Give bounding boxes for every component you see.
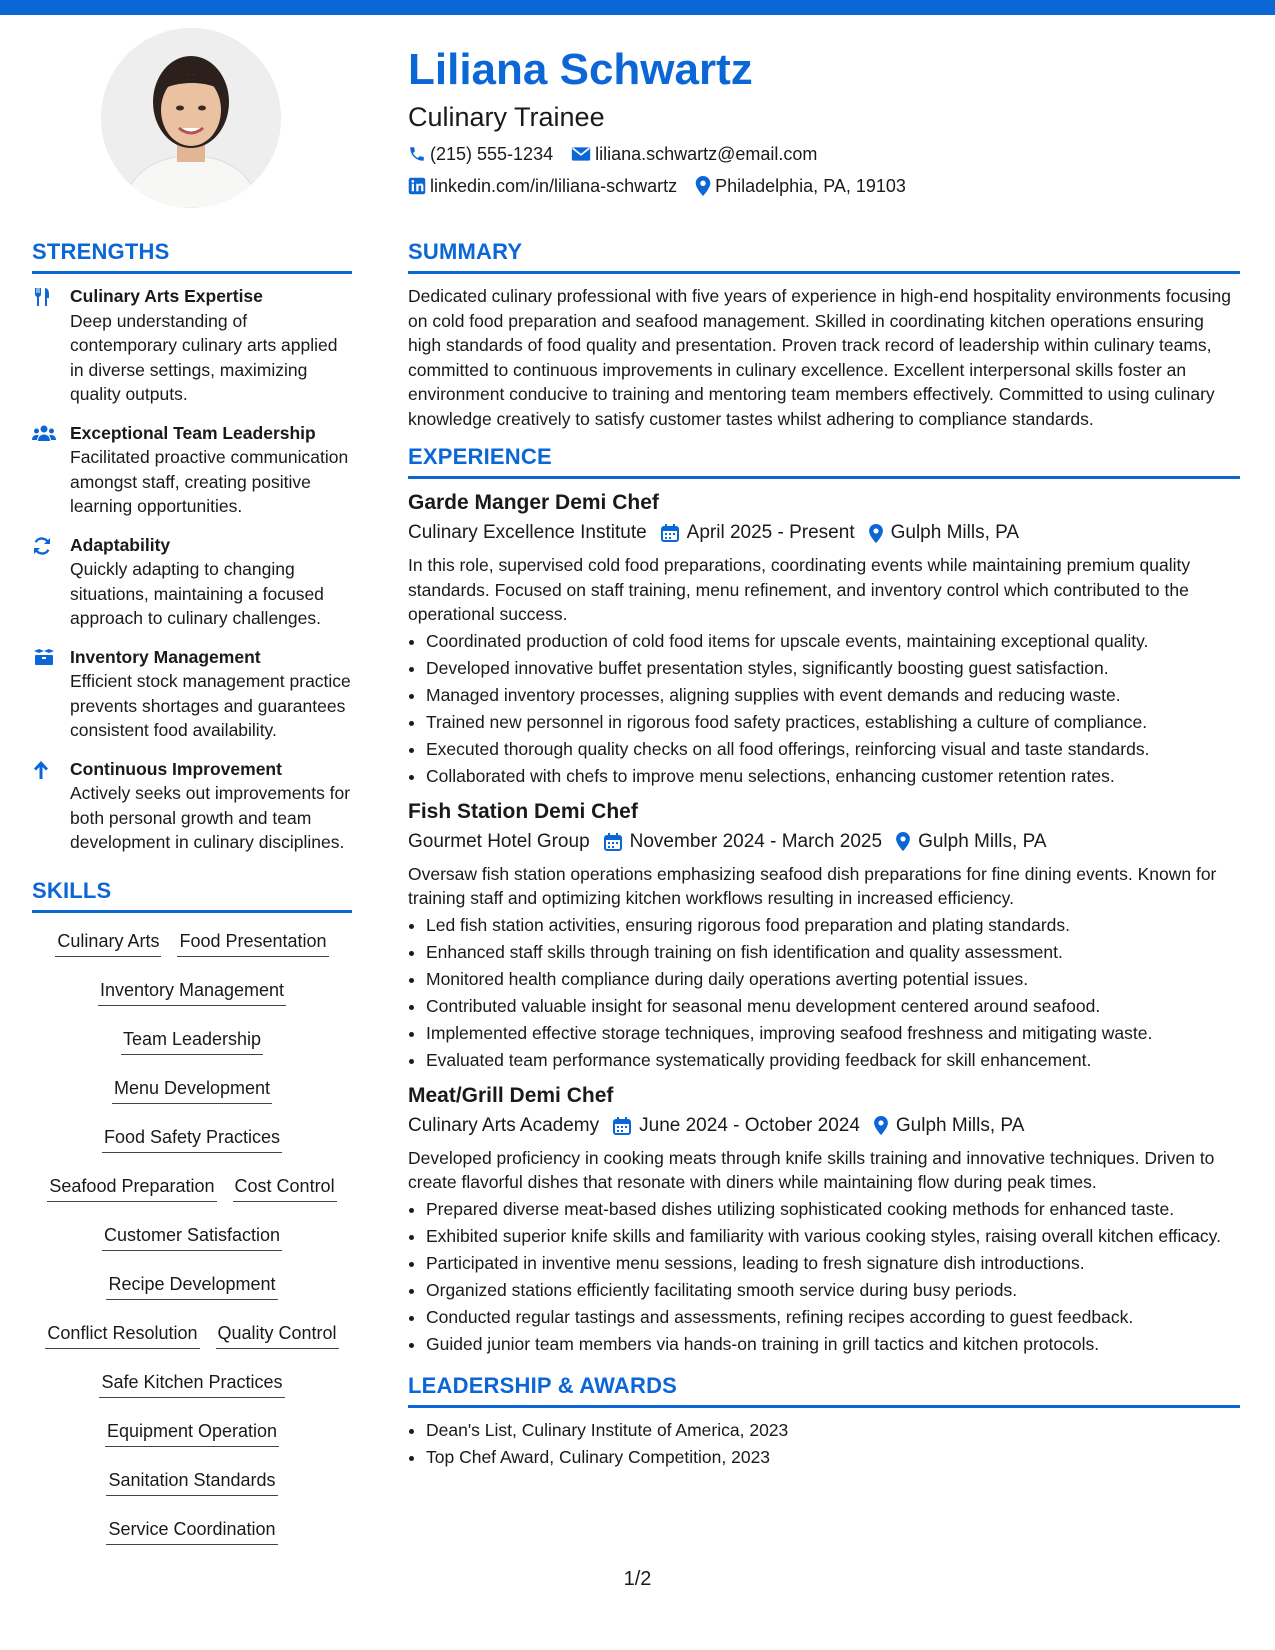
skill-tag: Seafood Preparation bbox=[47, 1174, 216, 1202]
awards-list bbox=[408, 1418, 1240, 1469]
candidate-role: Culinary Trainee bbox=[408, 102, 605, 132]
location-text: Philadelphia, PA, 19103 bbox=[715, 176, 906, 196]
skill-tag: Safe Kitchen Practices bbox=[99, 1370, 284, 1398]
award-item: • Dean's List, Culinary Institute of America, 2023 bbox=[426, 1418, 1240, 1442]
job-bullet: • Exhibited superior knife skills and familiarity with various cooking styles, raising overall kitchen efficacy. bbox=[426, 1224, 1240, 1248]
job-bullet: • Prepared diverse meat-based dishes utilizing sophisticated cooking methods for enhanced taste. bbox=[426, 1197, 1240, 1221]
strengths-heading: STRENGTHS bbox=[32, 238, 352, 274]
skill-tag: Culinary Arts bbox=[55, 929, 161, 957]
right-column bbox=[408, 238, 1240, 1472]
job-entry bbox=[408, 798, 1240, 1072]
job-description: Developed proficiency in cooking meats through knife skills training and innovative techniques. Driven to create flavorful dishes that resonate with diners while maintaining flow during peak times. bbox=[408, 1147, 1215, 1192]
strength-item bbox=[32, 645, 352, 743]
strength-item bbox=[32, 757, 352, 855]
contact-row-2 bbox=[408, 174, 1238, 198]
team-icon bbox=[32, 424, 56, 442]
email-contact[interactable] bbox=[571, 142, 817, 166]
phone-contact[interactable] bbox=[408, 142, 553, 166]
job-bullet: • Enhanced staff skills through training on fish identification and quality assessment. bbox=[426, 940, 1240, 964]
profile-photo bbox=[101, 28, 281, 208]
linkedin-contact[interactable] bbox=[408, 174, 677, 198]
strength-desc: Facilitated proactive communication amongst staff, creating positive learning opportunities. bbox=[70, 447, 349, 516]
strength-desc: Efficient stock management practice prevents shortages and guarantees consistent food availability. bbox=[70, 671, 351, 740]
job-company: Gourmet Hotel Group bbox=[408, 830, 590, 852]
job-bullet: • Developed innovative buffet presentation styles, significantly boosting guest satisfaction. bbox=[426, 656, 1240, 680]
strength-title: Exceptional Team Leadership bbox=[70, 422, 316, 443]
job-bullet: • Conducted regular tastings and assessments, refining recipes according to guest feedback. bbox=[426, 1305, 1240, 1329]
email-icon bbox=[571, 146, 591, 162]
job-bullet: • Contributed valuable insight for seasonal menu development centered around seafood. bbox=[426, 994, 1240, 1018]
job-bullet: • Participated in inventive menu sessions, leading to fresh signature dish introductions. bbox=[426, 1251, 1240, 1275]
summary-text: Dedicated culinary professional with five years of experience in high-end hospitality environments focusing on cold food preparation and seafood management. Skilled in coordinating kitchen operations ensuring high standards of food quality and presentation. Proven track record of leadership within culinary teams, committed to continuous improvements in culinary excellence. Excellent interpersonal skills foster an environment conducive to training and mentoring team members effectively. Committed to using culinary knowledge creatively to satisfy customer tastes whilst adhering to compliance standards. bbox=[408, 286, 1231, 429]
skill-tag: Customer Satisfaction bbox=[102, 1223, 282, 1251]
boxes-icon bbox=[32, 648, 56, 666]
experience-heading: EXPERIENCE bbox=[408, 443, 1240, 479]
location-pin-icon bbox=[896, 832, 910, 851]
job-bullet: • Executed thorough quality checks on all food offerings, reinforcing visual and taste standards. bbox=[426, 737, 1240, 761]
strength-title: Culinary Arts Expertise bbox=[70, 286, 263, 306]
job-bullets bbox=[408, 1197, 1240, 1356]
skill-tag: Equipment Operation bbox=[105, 1419, 279, 1447]
summary-heading: SUMMARY bbox=[408, 238, 1240, 274]
strength-item bbox=[32, 421, 352, 519]
portrait-illustration bbox=[101, 28, 281, 208]
arrow-up-icon bbox=[32, 760, 50, 780]
skill-tag: Menu Development bbox=[112, 1076, 272, 1104]
top-accent-bar bbox=[0, 0, 1275, 15]
job-title: Garde Manger Demi Chef bbox=[408, 491, 659, 514]
skill-tag: Cost Control bbox=[233, 1174, 337, 1202]
page-number: 1/2 bbox=[623, 1568, 652, 1590]
job-meta bbox=[408, 519, 1240, 547]
left-column bbox=[32, 238, 352, 1560]
email-text: liliana.schwartz@email.com bbox=[595, 144, 818, 164]
calendar-icon bbox=[613, 1117, 631, 1135]
utensils-icon bbox=[32, 287, 52, 307]
skill-tag: Conflict Resolution bbox=[45, 1321, 199, 1349]
skill-tag: Team Leadership bbox=[121, 1027, 263, 1055]
job-description: Oversaw fish station operations emphasizing seafood dish preparations for fine dining events. Known for training staff and optimizing kitchen workflows resulting in increased efficiency. bbox=[408, 863, 1217, 908]
calendar-icon bbox=[604, 833, 622, 851]
resume-header bbox=[408, 42, 1238, 198]
job-bullet: • Implemented effective storage techniques, improving seafood freshness and mitigating waste. bbox=[426, 1021, 1240, 1045]
strength-item bbox=[32, 284, 352, 407]
refresh-icon bbox=[32, 536, 52, 556]
job-meta bbox=[408, 828, 1240, 856]
calendar-icon bbox=[661, 524, 679, 542]
job-bullet: • Evaluated team performance systematically providing feedback for skill enhancement. bbox=[426, 1048, 1240, 1072]
strength-desc: Deep understanding of contemporary culinary arts applied in diverse settings, maximizing quality outputs. bbox=[70, 310, 338, 404]
job-dates: April 2025 - Present bbox=[686, 522, 855, 543]
job-bullet: • Led fish station activities, ensuring rigorous food preparation and plating standards. bbox=[426, 913, 1240, 937]
skill-tag: Service Coordination bbox=[106, 1517, 277, 1545]
job-bullets bbox=[408, 629, 1240, 788]
skill-tag: Food Presentation bbox=[177, 929, 328, 957]
strength-title: Continuous Improvement bbox=[70, 758, 282, 779]
job-title: Fish Station Demi Chef bbox=[408, 799, 638, 823]
linkedin-icon bbox=[408, 177, 426, 195]
job-dates: November 2024 - March 2025 bbox=[629, 830, 883, 852]
awards-heading: LEADERSHIP & AWARDS bbox=[408, 1372, 1240, 1408]
job-location: Gulph Mills, PA bbox=[918, 830, 1047, 852]
location-pin-icon bbox=[869, 524, 883, 543]
job-bullet: • Collaborated with chefs to improve menu selections, enhancing customer retention rates. bbox=[426, 764, 1240, 788]
job-entry bbox=[408, 1082, 1240, 1356]
job-meta bbox=[408, 1112, 1240, 1140]
strength-item bbox=[32, 533, 352, 631]
phone-icon bbox=[408, 145, 426, 163]
job-description: In this role, supervised cold food preparations, coordinating events while maintaining premium quality standards. Focused on staff training, menu refinement, and inventory control which contributed to the operational success. bbox=[408, 555, 1191, 624]
linkedin-text: linkedin.com/in/liliana-schwartz bbox=[430, 176, 678, 196]
job-bullet: • Trained new personnel in rigorous food safety practices, establishing a culture of compliance. bbox=[426, 710, 1240, 734]
candidate-name: Liliana Schwartz bbox=[408, 45, 753, 94]
skill-tag: Recipe Development bbox=[106, 1272, 277, 1300]
skills-list bbox=[32, 923, 352, 1560]
job-bullet: • Managed inventory processes, aligning supplies with event demands and reducing waste. bbox=[426, 683, 1240, 707]
skill-tag: Food Safety Practices bbox=[102, 1125, 282, 1153]
job-location: Gulph Mills, PA bbox=[895, 1114, 1025, 1136]
skill-tag: Inventory Management bbox=[98, 978, 286, 1006]
skills-heading: SKILLS bbox=[32, 877, 352, 913]
job-title: Meat/Grill Demi Chef bbox=[408, 1083, 614, 1107]
contact-row-1 bbox=[408, 142, 1238, 166]
strength-title: Inventory Management bbox=[70, 646, 261, 667]
location-pin-icon bbox=[695, 176, 711, 196]
location-contact bbox=[695, 174, 906, 198]
job-bullet: • Organized stations efficiently facilitating smooth service during busy periods. bbox=[426, 1278, 1240, 1302]
job-company: Culinary Arts Academy bbox=[408, 1114, 600, 1136]
job-bullet: • Guided junior team members via hands-on training in grill tactics and kitchen protocols. bbox=[426, 1332, 1240, 1356]
strength-desc: Actively seeks out improvements for both personal growth and team development in culinary disciplines. bbox=[70, 783, 351, 852]
skill-tag: Sanitation Standards bbox=[106, 1468, 277, 1496]
job-company: Culinary Excellence Institute bbox=[408, 522, 647, 543]
location-pin-icon bbox=[874, 1116, 888, 1135]
strength-title: Adaptability bbox=[70, 534, 171, 555]
job-bullet: • Coordinated production of cold food items for upscale events, maintaining exceptional quality. bbox=[426, 629, 1240, 653]
job-bullet: • Monitored health compliance during daily operations averting potential issues. bbox=[426, 967, 1240, 991]
skill-tag: Quality Control bbox=[216, 1321, 339, 1349]
job-location: Gulph Mills, PA bbox=[890, 522, 1020, 543]
job-entry bbox=[408, 489, 1240, 788]
award-item: • Top Chef Award, Culinary Competition, 2023 bbox=[426, 1445, 1240, 1469]
job-dates: June 2024 - October 2024 bbox=[639, 1114, 860, 1136]
strength-desc: Quickly adapting to changing situations, maintaining a focused approach to culinary challenges. bbox=[70, 559, 324, 628]
phone-text: (215) 555-1234 bbox=[430, 144, 554, 164]
job-bullets bbox=[408, 913, 1240, 1072]
